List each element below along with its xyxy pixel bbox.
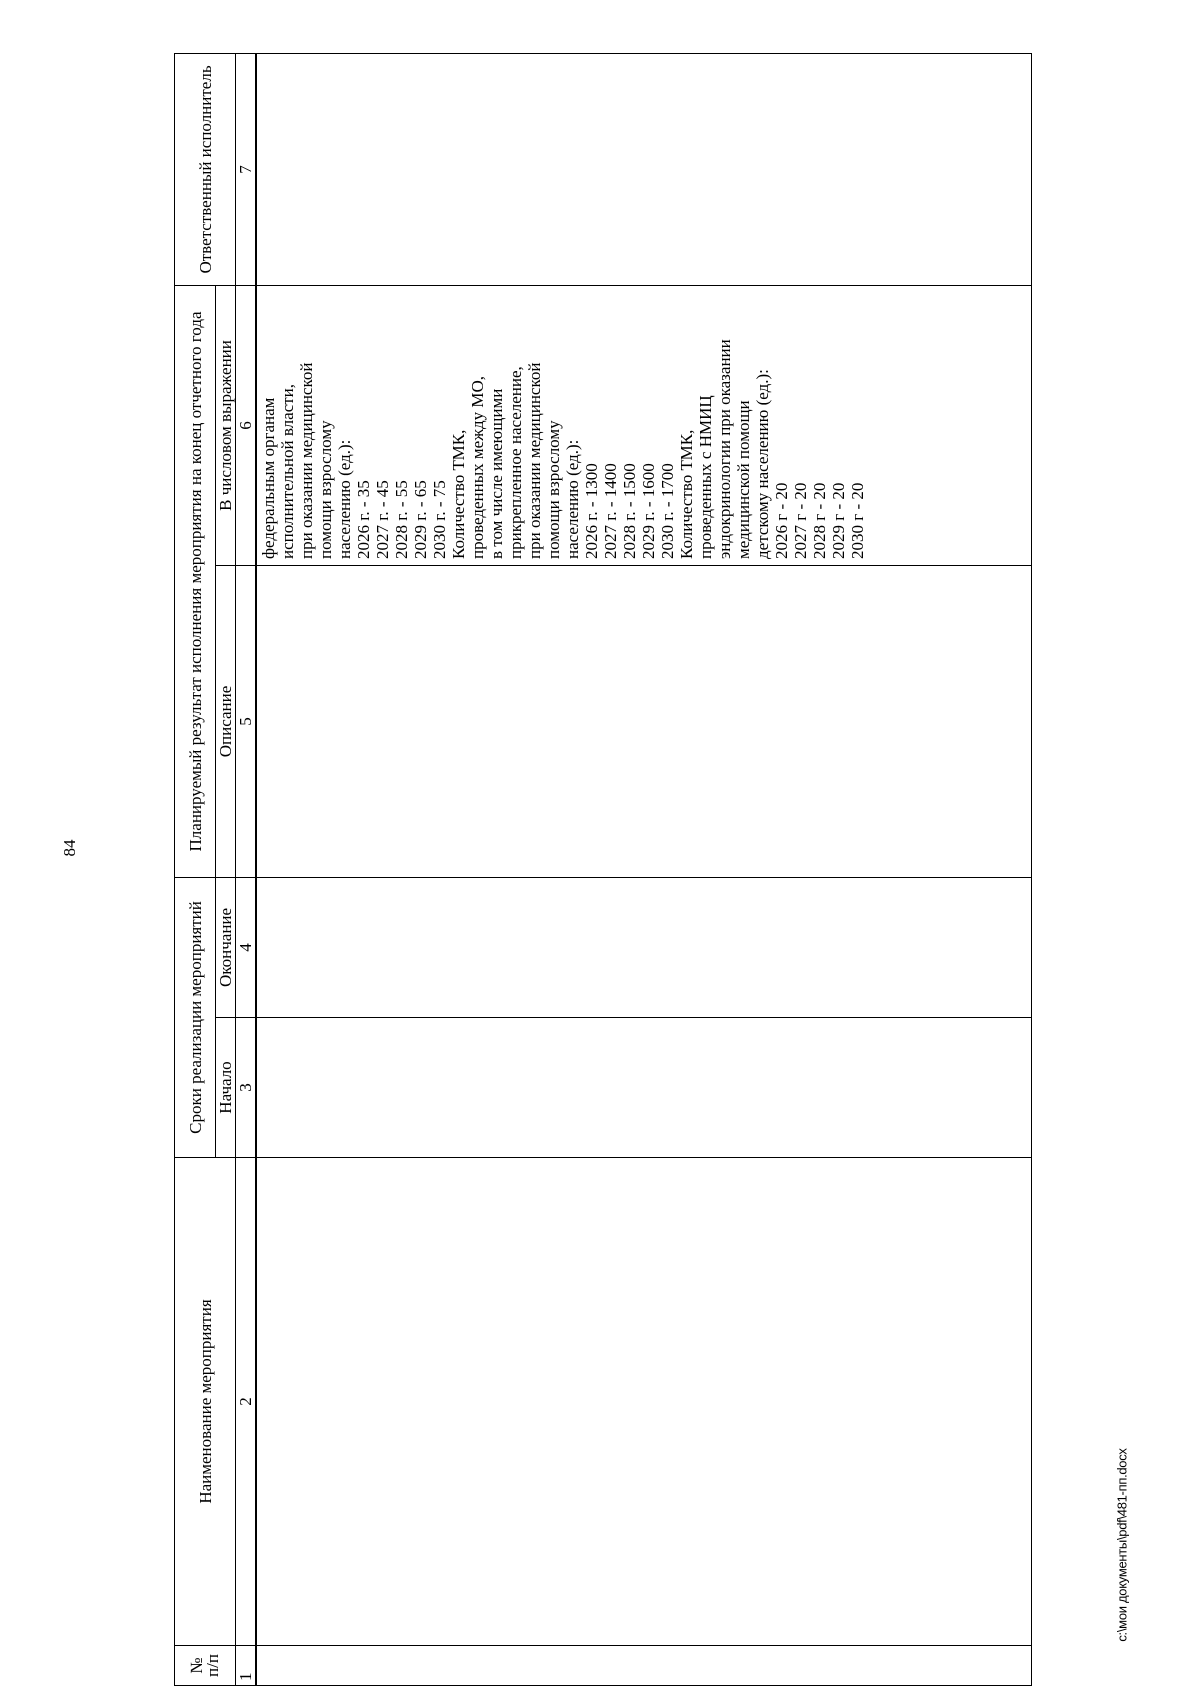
rotated-page-content [174, 54, 1032, 1686]
column-number-row [236, 53, 257, 1685]
start-cell [256, 1018, 1032, 1158]
numeric-line: 2030 г. - 1700 [658, 463, 677, 559]
page-number: 84 [60, 839, 79, 857]
numeric-line: 2029 г. - 65 [411, 480, 430, 559]
table-row [256, 53, 1032, 1685]
header-end: Окончание [216, 877, 236, 1017]
numeric-line: федеральным органам [259, 397, 278, 559]
numeric-line: 2026 г. - 1300 [582, 463, 601, 559]
column-number: 5 [236, 565, 257, 877]
numeric-line: проведенных между МО, [468, 375, 487, 559]
numeric-line: 2027 г. - 1400 [601, 463, 620, 559]
header-number: № п/п [175, 1646, 236, 1686]
column-number: 1 [236, 1646, 257, 1686]
numeric-line: населению (ед.): [563, 439, 582, 559]
numeric-line: 2027 г. - 45 [373, 480, 392, 559]
numeric-line: медицинской помощи [734, 400, 753, 559]
column-number: 4 [236, 877, 257, 1017]
numeric-line: 2028 г. - 55 [392, 480, 411, 559]
numeric-line: 2029 г - 20 [829, 482, 848, 559]
numeric-line: 2030 г. - 75 [430, 480, 449, 559]
numeric-line: населению (ед.): [335, 439, 354, 559]
numeric-line: Количество ТМК, [449, 429, 468, 559]
description-cell [256, 565, 1032, 877]
column-number: 2 [236, 1158, 257, 1646]
header-responsible: Ответственный исполнитель [175, 53, 236, 285]
numeric-line: эндокринологии при оказании [715, 339, 734, 559]
numeric-line: Количество ТМК, [677, 429, 696, 559]
numeric-line: 2026 г. - 35 [354, 480, 373, 559]
header-numeric: В числовом выражении [216, 285, 236, 565]
numeric-line: при оказании медицинской [297, 362, 316, 559]
measures-table [174, 53, 1032, 1686]
numeric-line: 2029 г. - 1600 [639, 463, 658, 559]
numeric-line: 2026 г - 20 [772, 482, 791, 559]
row-number-cell [256, 1646, 1032, 1686]
numeric-line: в том числе имеющими [487, 388, 506, 559]
header-description: Описание [216, 565, 236, 877]
column-number: 3 [236, 1018, 257, 1158]
numeric-line: исполнительной власти, [278, 383, 297, 559]
responsible-cell [256, 53, 1032, 285]
numeric-line: помощи взрослому [544, 420, 563, 559]
header-planned-result: Планируемый результат исполнения мероприятия на конец отчетного года [175, 285, 216, 877]
column-number: 6 [236, 285, 257, 565]
numeric-result-cell [256, 285, 1032, 565]
numeric-line: помощи взрослому [316, 420, 335, 559]
end-cell [256, 877, 1032, 1017]
column-number: 7 [236, 53, 257, 285]
header-measure-name: Наименование мероприятия [175, 1158, 236, 1646]
numeric-line: 2028 г. - 1500 [620, 463, 639, 559]
numeric-line: при оказании медицинской [525, 362, 544, 559]
numeric-line: прикрепленное население, [506, 366, 525, 559]
footer-file-path: c:\мои документы\pdf\481-пп.docx [1114, 1448, 1130, 1642]
numeric-line: проведенных с НМИЦ [696, 395, 715, 559]
numeric-line: 2027 г - 20 [791, 482, 810, 559]
header-implementation-period: Сроки реализации мероприятий [175, 877, 216, 1157]
measure-name-cell [256, 1158, 1032, 1646]
numeric-line: 2028 г - 20 [810, 482, 829, 559]
numeric-line: 2030 г - 20 [848, 482, 867, 559]
header-start: Начало [216, 1018, 236, 1158]
numeric-line: детскому населению (ед.): [753, 369, 772, 559]
